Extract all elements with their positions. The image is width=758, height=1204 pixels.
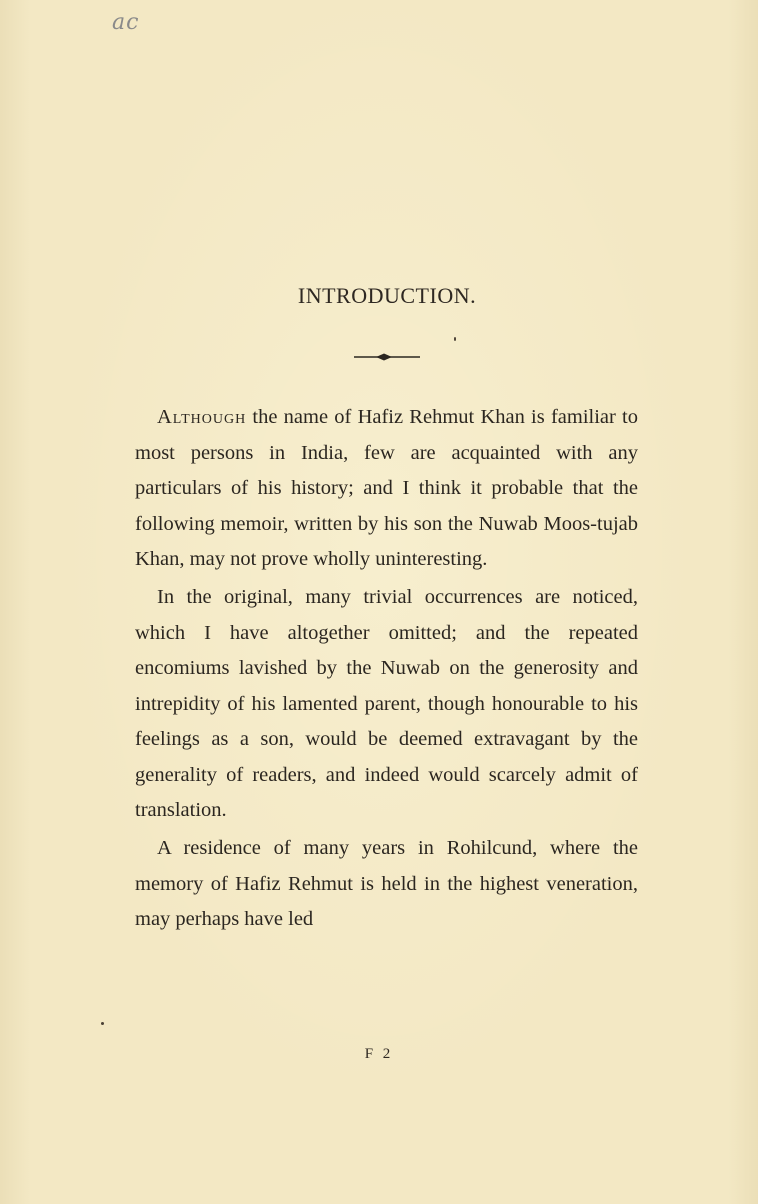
chapter-heading: INTRODUCTION. — [297, 283, 477, 308]
paragraph-1-lead-word: Although — [157, 406, 247, 428]
paragraph-3: A residence of many years in Rohilcund, where the memory of Hafiz Rehmut is held in the highest veneration, may perhaps have led — [135, 837, 638, 930]
ornament-rule-icon — [354, 350, 420, 364]
body-text — [135, 400, 638, 938]
paragraph-2: In the original, many trivial occurrences are noticed, which I have altogether omitted; and the repeated encomiums lavished by the Nuwab on the generosity and intrepidity of his lamented parent, though honourable to his feelings as a son, would be deemed extravagant by the generality of readers, and indeed would scarcely admit of translation. — [135, 586, 638, 821]
pencil-margin-note: ac — [112, 10, 140, 35]
paper-speck — [101, 1022, 104, 1025]
paragraph-1 — [135, 400, 638, 578]
folio-signature: F 2 — [364, 1046, 394, 1062]
paragraph-1-text: the name of Hafiz Rehmut Khan is familiar to most persons in India, few are acquainted with any particulars of his history; and I think it probable that the following memoir, written by his son the Nuwab Moos-tujab Khan, may not prove wholly uninteresting. — [135, 406, 638, 570]
paper-speck — [454, 337, 456, 341]
